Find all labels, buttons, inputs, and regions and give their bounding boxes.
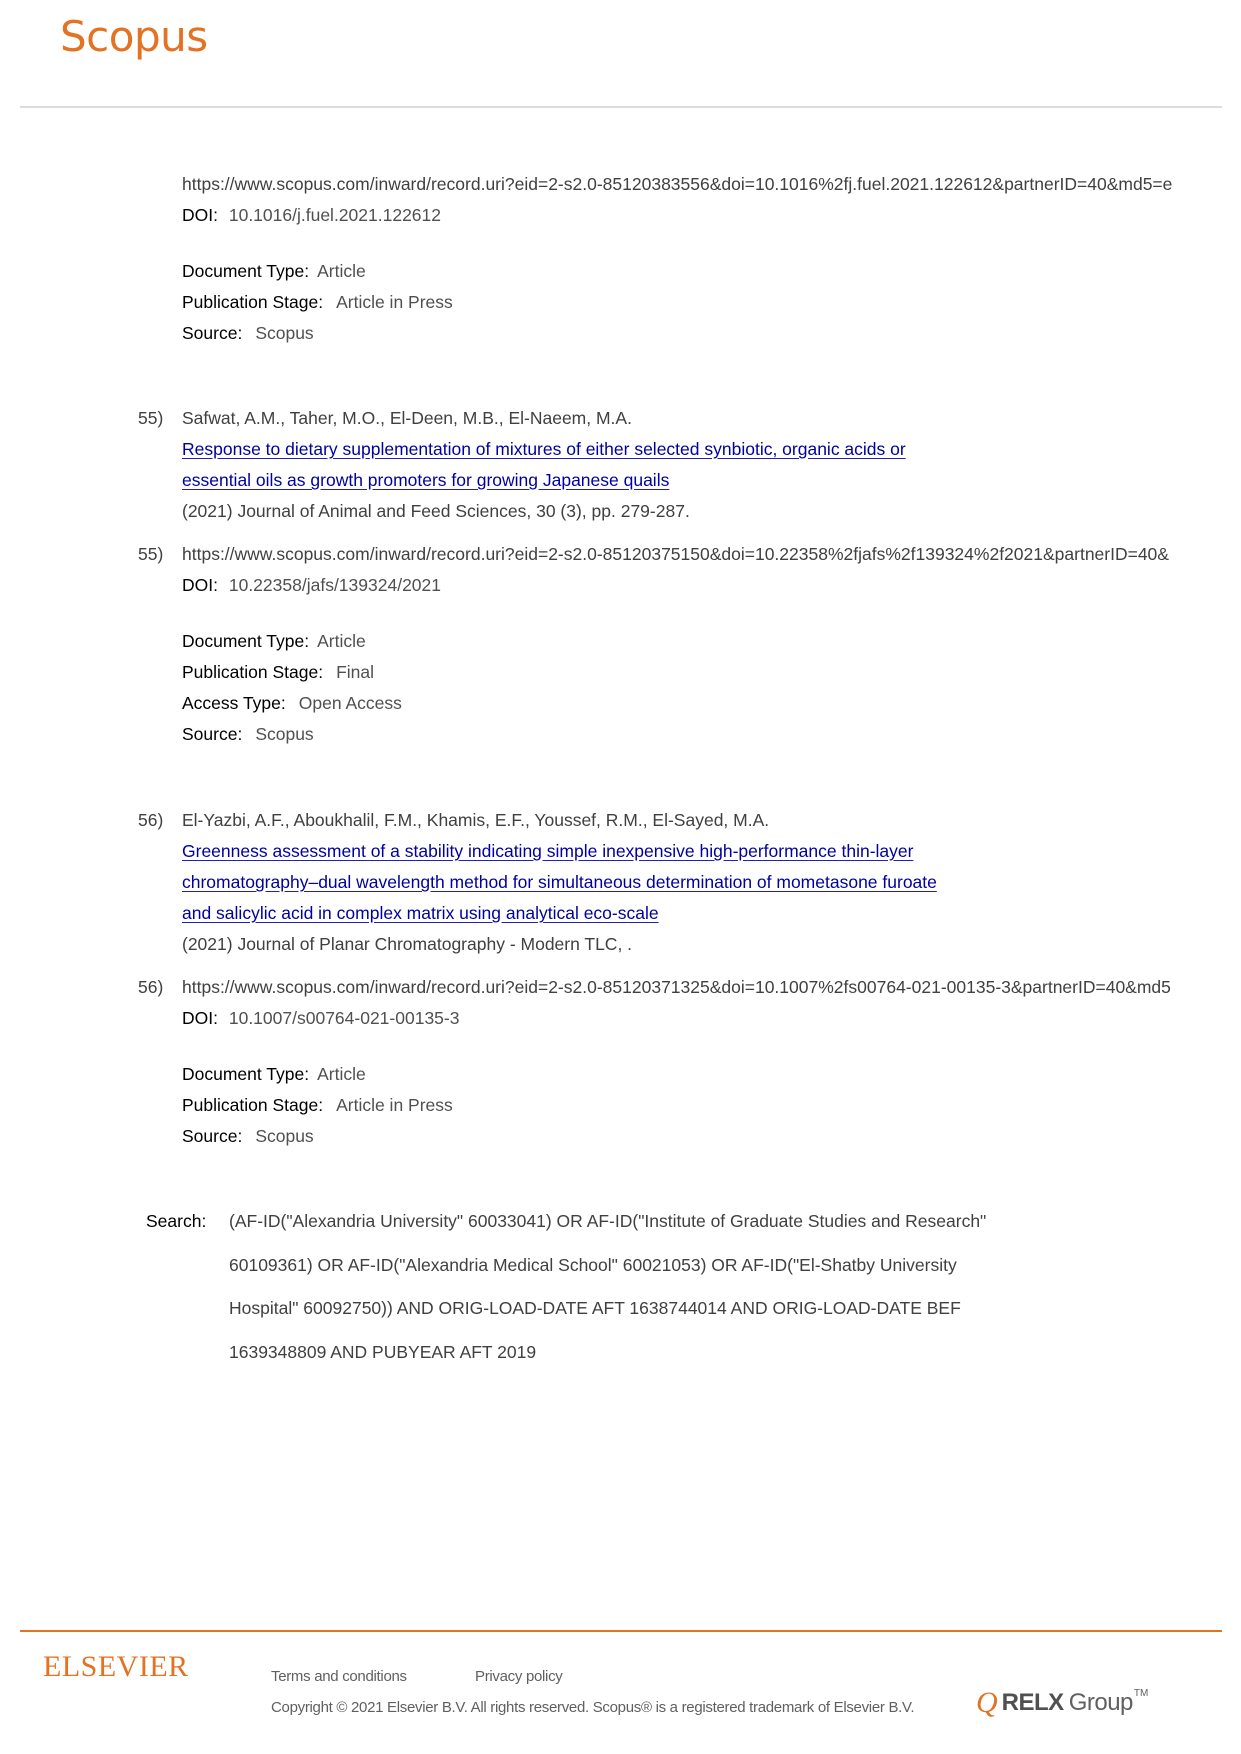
entry-authors: Safwat, A.M., Taher, M.O., El-Deen, M.B., El-Naeem, M.A. [182, 408, 632, 428]
entry-title-link[interactable]: and salicylic acid in complex matrix using analytical eco-scale [182, 903, 659, 923]
meta-value: Open Access [298, 693, 402, 713]
entry-number: 55) [138, 408, 164, 428]
copyright-text: Copyright © 2021 Elsevier B.V. All rights reserved. Scopus® is a registered trademark of Elsevier B.V. [271, 1699, 915, 1716]
meta-value: Article in Press [336, 1095, 453, 1115]
entry-title-link[interactable]: essential oils as growth promoters for growing Japanese quails [182, 470, 670, 490]
relx-group-word: Group [1068, 1689, 1133, 1716]
meta-value: Article [317, 631, 366, 651]
doi-label: DOI: [182, 1008, 218, 1028]
meta-document-type [182, 630, 366, 652]
search-query-line: Hospital" 60092750)) AND ORIG-LOAD-DATE AFT 1638744014 AND ORIG-LOAD-DATE BEF [229, 1298, 961, 1318]
search-query-line: 60109361) OR AF-ID("Alexandria Medical School" 60021053) OR AF-ID("El-Shatby University [229, 1255, 957, 1275]
meta-publication-stage [182, 1094, 453, 1116]
entry-title-link[interactable]: chromatography–dual wavelength method for simultaneous determination of mometasone furoate [182, 872, 937, 892]
meta-access-type [182, 692, 402, 714]
entry-citation: (2021) Journal of Planar Chromatography - Modern TLC, . [182, 934, 633, 954]
entry-number: 56) [138, 810, 164, 830]
meta-label: Publication Stage: [182, 1095, 324, 1115]
record-url[interactable]: https://www.scopus.com/inward/record.uri?eid=2-s2.0-85120371325&doi=10.1007%2fs00764-021-00135-3&partnerID=40&md5 [182, 977, 1171, 997]
meta-document-type [182, 260, 366, 282]
entry-title-link[interactable]: Response to dietary supplementation of mixtures of either selected synbiotic, organic acids or [182, 439, 906, 459]
meta-publication-stage [182, 661, 374, 683]
entry-number: 55) [138, 544, 164, 564]
entry-number: 56) [138, 977, 164, 997]
elsevier-logo: ELSEVIER [43, 1650, 189, 1683]
search-label: Search: [146, 1211, 207, 1231]
doi-value: 10.22358/jafs/139324/2021 [228, 575, 441, 595]
footer-divider [20, 1630, 1222, 1632]
entry-citation: (2021) Journal of Animal and Feed Sciences, 30 (3), pp. 279-287. [182, 501, 690, 521]
doi-line [182, 1007, 459, 1029]
search-query-line: 1639348809 AND PUBYEAR AFT 2019 [229, 1342, 537, 1362]
trademark-symbol: TM [1133, 1688, 1149, 1699]
meta-source [182, 322, 314, 344]
doi-line [182, 574, 441, 596]
meta-label: Document Type: [182, 1064, 310, 1084]
relx-wordmark: RELX [1001, 1689, 1064, 1716]
meta-label: Document Type: [182, 631, 310, 651]
meta-value: Article [317, 261, 366, 281]
doi-value: 10.1007/s00764-021-00135-3 [228, 1008, 460, 1028]
meta-publication-stage [182, 291, 453, 313]
meta-label: Document Type: [182, 261, 310, 281]
meta-label: Publication Stage: [182, 662, 324, 682]
entry-title-link[interactable]: Greenness assessment of a stability indicating simple inexpensive high-performance thin-layer [182, 841, 914, 861]
privacy-link[interactable]: Privacy policy [475, 1668, 563, 1685]
meta-value: Scopus [255, 724, 314, 744]
terms-link[interactable]: Terms and conditions [271, 1668, 407, 1685]
meta-label: Access Type: [182, 693, 286, 713]
doi-line [182, 204, 441, 226]
meta-source [182, 1125, 314, 1147]
search-query-line: (AF-ID("Alexandria University" 60033041) OR AF-ID("Institute of Graduate Studies and Research" [229, 1211, 987, 1231]
meta-label: Source: [182, 323, 243, 343]
relx-mark-icon: Q [976, 1686, 998, 1719]
meta-value: Article [317, 1064, 366, 1084]
meta-value: Article in Press [336, 292, 453, 312]
meta-label: Source: [182, 1126, 243, 1146]
meta-value: Scopus [255, 323, 314, 343]
meta-label: Publication Stage: [182, 292, 324, 312]
meta-value: Scopus [255, 1126, 314, 1146]
scopus-logo: Scopus [60, 12, 208, 61]
doi-value: 10.1016/j.fuel.2021.122612 [228, 205, 441, 225]
header-divider [20, 106, 1222, 108]
doi-label: DOI: [182, 205, 218, 225]
meta-value: Final [336, 662, 375, 682]
meta-source [182, 723, 314, 745]
meta-document-type [182, 1063, 366, 1085]
relx-group-logo [976, 1688, 1148, 1718]
doi-label: DOI: [182, 575, 218, 595]
record-url[interactable]: https://www.scopus.com/inward/record.uri?eid=2-s2.0-85120375150&doi=10.22358%2fjafs%2f139324%2f2021&partnerID=40& [182, 544, 1169, 564]
entry-authors: El-Yazbi, A.F., Aboukhalil, F.M., Khamis, E.F., Youssef, R.M., El-Sayed, M.A. [182, 810, 770, 830]
meta-label: Source: [182, 724, 243, 744]
record-url[interactable]: https://www.scopus.com/inward/record.uri?eid=2-s2.0-85120383556&doi=10.1016%2fj.fuel.2021.122612&partnerID=40&md5=e [182, 174, 1173, 194]
